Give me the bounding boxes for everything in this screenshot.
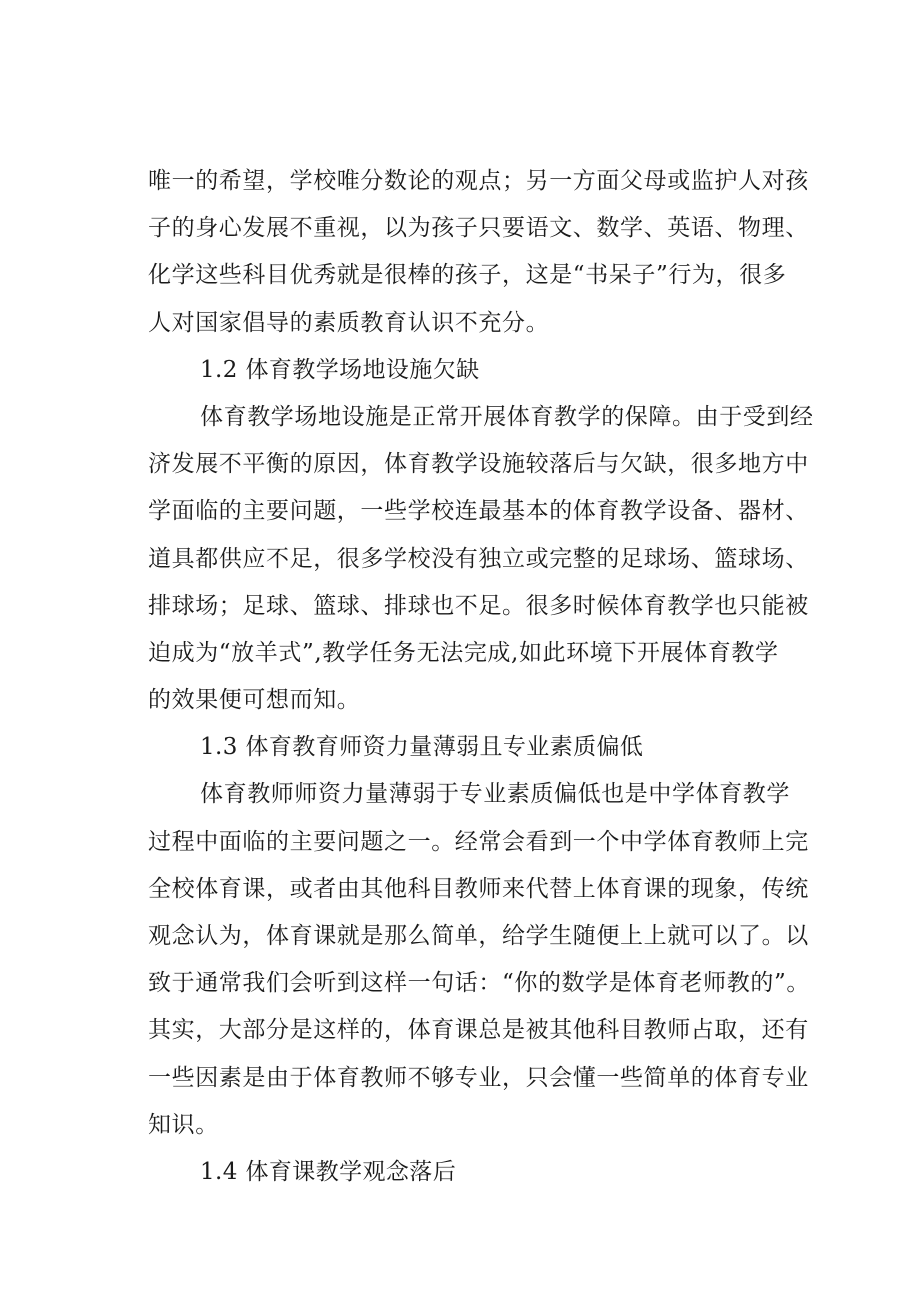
text-line: 体育教师师资力量薄弱于专业素质偏低也是中学体育教学 xyxy=(200,781,790,808)
text-line: 迫成为“放羊式”,教学任务无法完成,如此环境下开展体育教学 xyxy=(148,639,779,666)
section-heading-1-3: 1.3 体育教育师资力量薄弱且专业素质偏低 xyxy=(200,734,644,761)
text-line: 知识。 xyxy=(148,1111,219,1138)
section-heading-1-4: 1.4 体育课教学观念落后 xyxy=(200,1158,457,1185)
text-line: 道具都供应不足，很多学校没有独立或完整的足球场、篮球场、 xyxy=(148,545,809,572)
paragraph-parents-attitude xyxy=(148,158,828,347)
text-line: 济发展不平衡的原因，体育教学设施较落后与欠缺，很多地方中 xyxy=(148,451,809,478)
text-line: 全校体育课，或者由其他科目教师来代替上体育课的现象，传统 xyxy=(148,875,809,902)
text-line: 的效果便可想而知。 xyxy=(148,687,361,714)
paragraph-teachers xyxy=(148,771,828,1149)
text-line: 排球场；足球、篮球、排球也不足。很多时候体育教学也只能被 xyxy=(148,592,809,619)
text-line: 人对国家倡导的素质教育认识不充分。 xyxy=(148,309,550,336)
paragraph-facilities xyxy=(148,394,828,724)
text-line: 唯一的希望，学校唯分数论的观点；另一方面父母或监护人对孩 xyxy=(148,168,809,194)
text-line: 子的身心发展不重视，以为孩子只要语文、数学、英语、物理、 xyxy=(148,215,809,242)
text-line: 致于通常我们会听到这样一句话：“你的数学是体育老师教的”。 xyxy=(148,970,810,997)
text-line: 过程中面临的主要问题之一。经常会看到一个中学体育教师上完 xyxy=(148,828,809,855)
text-line: 化学这些科目优秀就是很棒的孩子，这是“书呆子”行为，很多 xyxy=(148,262,787,289)
text-line: 体育教学场地设施是正常开展体育教学的保障。由于受到经 xyxy=(200,403,814,430)
text-line: 观念认为，体育课就是那么简单，给学生随便上上就可以了。以 xyxy=(148,923,809,949)
document-body xyxy=(148,158,828,1196)
text-line: 一些因素是由于体育教师不够专业，只会懂一些简单的体育专业 xyxy=(148,1064,809,1091)
text-line: 其实，大部分是这样的，体育课总是被其他科目教师占取，还有 xyxy=(148,1017,809,1044)
section-heading-1-2: 1.2 体育教学场地设施欠缺 xyxy=(200,356,480,383)
text-line: 学面临的主要问题，一些学校连最基本的体育教学设备、器材、 xyxy=(148,498,809,525)
